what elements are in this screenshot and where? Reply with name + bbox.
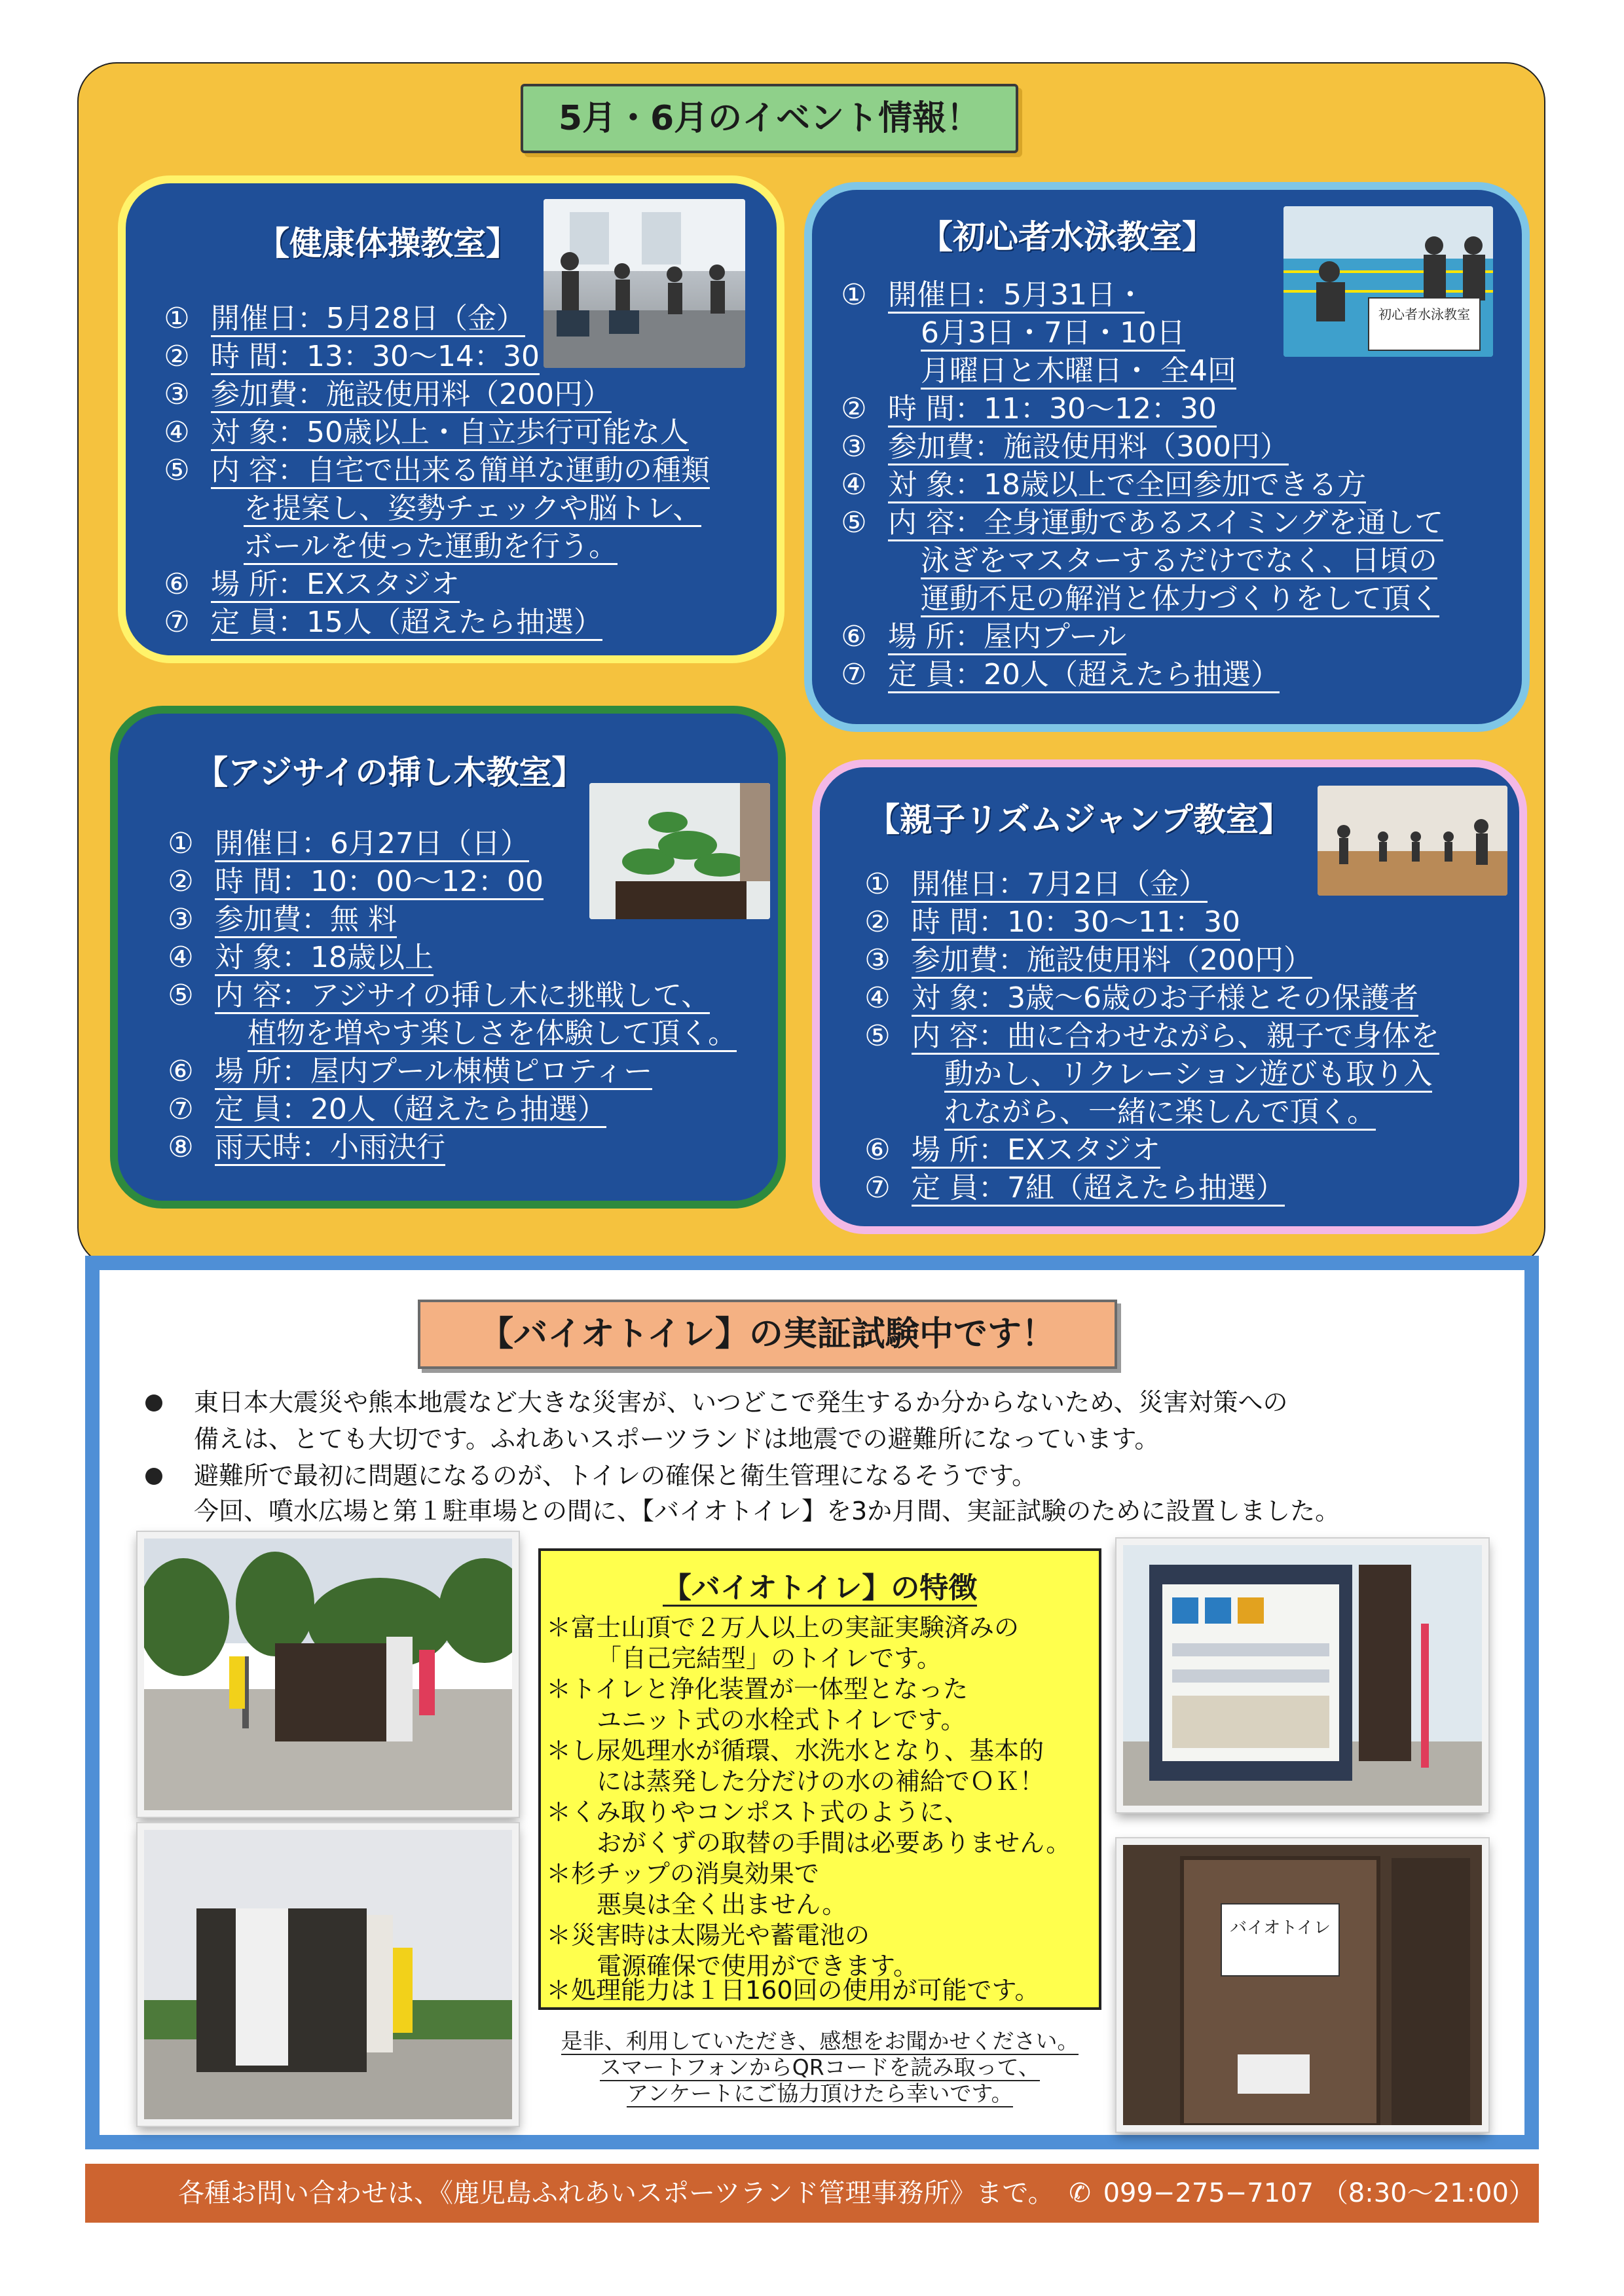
feature-line: 「自己完結型」のトイレです。 <box>597 1644 942 1673</box>
event-detail-item: 運動不足の解消と体力づくりをして頂く <box>836 580 1443 618</box>
bio-toilet-photo <box>1116 1539 1488 1812</box>
event-card-title: 【親子リズムジャンプ教室】 <box>867 801 1291 839</box>
event-card-title: 【初心者水泳教室】 <box>920 218 1215 256</box>
event-detail-item: ② 時 間：10：30〜11：30 <box>859 903 1439 941</box>
event-detail-item: ② 時 間：11：30〜12：30 <box>836 390 1443 428</box>
events-section-title: 5月・6月のイベント情報！ <box>521 84 1018 153</box>
event-card-rhythm-jump <box>812 759 1527 1234</box>
toilet-door-image <box>1123 1845 1482 2125</box>
contact-footer <box>85 2164 1539 2223</box>
bullet-icon <box>145 1468 162 1485</box>
event-detail-item: ② 時 間：10：00〜12：00 <box>162 863 737 901</box>
bio-toilet-photo <box>138 1532 519 1817</box>
event-card-ajisai <box>110 706 786 1209</box>
event-card-kenko <box>118 175 784 663</box>
feature-line: ＊富士山頂で２万人以上の実証実験済みの <box>546 1613 1020 1642</box>
event-detail-item: ⑥ 場 所：屋内プール <box>836 618 1443 656</box>
event-detail-item: ① 開催日：5月28日（金） <box>158 300 710 338</box>
feature-line: ＊し尿処理水が循環、水洗水となり、基本的 <box>546 1736 1044 1765</box>
event-detail-item: 植物を増やす楽しさを体験して頂く。 <box>162 1015 737 1053</box>
event-detail-list <box>859 866 1439 1207</box>
event-detail-item: ④ 対 象：18歳以上で全回参加できる方 <box>836 466 1443 504</box>
event-detail-item: ⑥ 場 所：EXスタジオ <box>158 566 710 604</box>
bio-toilet-features-box <box>538 1548 1101 2010</box>
intro-line: 東日本大震災や熊本地震など大きな災害が、いつどこで発生するか分からないため、災害対策への <box>194 1388 1288 1417</box>
toilet-booth-side-image <box>144 1830 512 2119</box>
event-card-title: 【アジサイの挿し木教室】 <box>195 754 585 792</box>
bio-toilet-photo <box>138 1823 519 2126</box>
feature-line: 悪臭は全く出ません。 <box>597 1890 847 1919</box>
survey-note-line: アンケートにご協力頂けたら幸いです。 <box>627 2081 1013 2106</box>
feature-line: ＊くみ取りやコンポスト式のように、 <box>546 1798 970 1827</box>
intro-line: 避難所で最初に問題になるのが、トイレの確保と衛生管理になるそうです。 <box>194 1461 1037 1490</box>
event-card-suiei <box>804 182 1530 732</box>
event-detail-item: ⑤ 内 容：曲に合わせながら、親子で身体を <box>859 1017 1439 1055</box>
event-detail-item: ボールを使った運動を行う。 <box>158 528 710 566</box>
toilet-booth-image <box>144 1539 512 1810</box>
event-card-title: 【健康体操教室】 <box>257 225 519 263</box>
event-detail-item: ① 開催日：6月27日（日） <box>162 825 737 863</box>
event-detail-list <box>162 825 737 1167</box>
survey-note-line: 是非、利用していただき、感想をお聞かせください。 <box>561 2028 1079 2054</box>
event-detail-item: れながら、一緒に楽しんで頂く。 <box>859 1093 1439 1131</box>
feature-line: おがくずの取替の手間は必要ありません。 <box>597 1829 1071 1857</box>
event-detail-item: ⑦ 定 員：20人（超えたら抽選） <box>836 656 1443 694</box>
event-detail-item: ⑦ 定 員：15人（超えたら抽選） <box>158 604 710 642</box>
event-detail-item: ③ 参加費：施設使用料（200円） <box>859 941 1439 979</box>
survey-note-line: スマートフォンからQRコードを読み取って、 <box>600 2054 1040 2080</box>
feature-line: ＊災害時は太陽光や蓄電池の <box>546 1921 870 1950</box>
event-detail-item: ④ 対 象：3歳〜6歳のお子様とその保護者 <box>859 979 1439 1017</box>
feature-line: ユニット式の水栓式トイレです。 <box>597 1705 966 1734</box>
info-board-image <box>1123 1545 1482 1806</box>
event-detail-item: ① 開催日：7月2日（金） <box>859 866 1439 903</box>
event-detail-item: ⑥ 場 所：EXスタジオ <box>859 1131 1439 1169</box>
event-detail-item: 6月3日・7日・10日 <box>836 314 1443 352</box>
photo-sign-text: 初心者水泳教室 <box>1378 306 1470 322</box>
event-detail-list <box>836 276 1443 694</box>
event-detail-item: 月曜日と木曜日・ 全4回 <box>836 352 1443 390</box>
event-detail-item: ⑤ 内 容：自宅で出来る簡単な運動の種類 <box>158 452 710 490</box>
event-detail-item: ⑧ 雨天時：小雨決行 <box>162 1129 737 1167</box>
event-detail-item: ④ 対 象：18歳以上 <box>162 939 737 977</box>
event-detail-item: ⑥ 場 所：屋内プール棟横ピロティー <box>162 1053 737 1091</box>
footer-phone: 099−275−7107 <box>1103 2178 1314 2208</box>
event-detail-item: ⑤ 内 容：アジサイの挿し木に挑戦して、 <box>162 977 737 1015</box>
event-detail-item: を提案し、姿勢チェックや脳トレ、 <box>158 490 710 528</box>
bio-toilet-photo <box>1116 1838 1488 2132</box>
footer-hours: （8:30〜21:00） <box>1321 2178 1535 2208</box>
feature-line: 電源確保で使用ができます。 <box>597 1952 918 1980</box>
event-detail-item: ⑦ 定 員：20人（超えたら抽選） <box>162 1091 737 1129</box>
event-detail-item: ③ 参加費：施設使用料（200円） <box>158 376 710 414</box>
event-detail-item: ① 開催日：5月31日・ <box>836 276 1443 314</box>
door-sign-text: バイオトイレ <box>1230 1918 1331 1938</box>
intro-line: 今回、噴水広場と第１駐車場との間に、【バイオトイレ】を3か月間、実証試験のために設置しました。 <box>194 1497 1340 1525</box>
event-detail-item: ④ 対 象：50歳以上・自立歩行可能な人 <box>158 414 710 452</box>
intro-line: 備えは、とても大切です。ふれあいスポーツランドは地震での避難所になっています。 <box>194 1425 1160 1453</box>
feature-line: ＊処理能力は１日160回の使用が可能です。 <box>546 1976 1040 2005</box>
phone-icon: ✆ <box>1069 2178 1091 2208</box>
event-detail-item: ③ 参加費：施設使用料（300円） <box>836 428 1443 466</box>
features-title: 【バイオトイレ】の特徴 <box>541 1564 1099 1606</box>
feature-line: ＊杉チップの消臭効果で <box>546 1859 819 1888</box>
event-detail-item: ③ 参加費：無 料 <box>162 901 737 939</box>
event-detail-item: 動かし、リクレーション遊びも取り入 <box>859 1055 1439 1093</box>
event-detail-item: ⑤ 内 容：全身運動であるスイミングを通して <box>836 504 1443 542</box>
event-detail-list <box>158 300 710 642</box>
feature-line: には蒸発した分だけの水の補給でＯＫ！ <box>597 1767 1045 1796</box>
event-detail-item: ② 時 間：13：30〜14：30 <box>158 338 710 376</box>
event-detail-item: ⑦ 定 員：7組（超えたら抽選） <box>859 1169 1439 1207</box>
bullet-icon <box>145 1394 162 1412</box>
footer-contact-text: 各種お問い合わせは、《鹿児島ふれあいスポーツランド管理事務所》まで。 <box>178 2178 1054 2208</box>
event-detail-item: 泳ぎをマスターするだけでなく、日頃の <box>836 542 1443 580</box>
bio-toilet-title: 【バイオトイレ】の実証試験中です！ <box>418 1300 1117 1369</box>
feature-line: ＊トイレと浄化装置が一体型となった <box>546 1675 969 1704</box>
